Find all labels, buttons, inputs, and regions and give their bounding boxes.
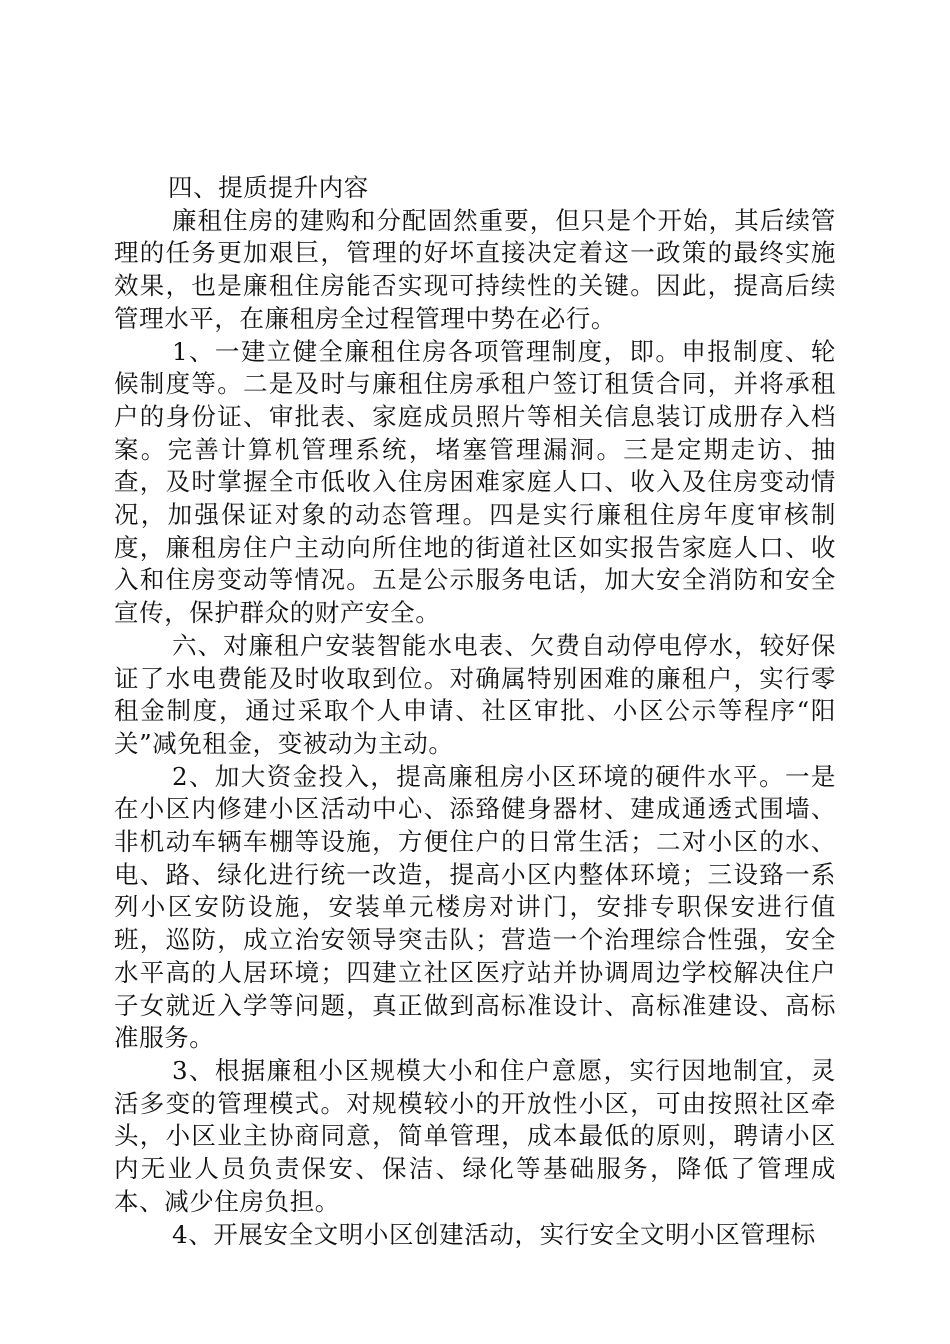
paragraph-item-1: 1、一建立健全廉租住房各项管理制度，即。申报制度、轮候制度等。二是及时与廉租住房承租户签订租赁合同，并将承租户的身份证、审批表、家庭成员照片等相关信息装订成册存入档案。完善计算机管理系统，堵塞管理漏洞。三是定期走访、抽查，及时掌握全市低收入住房困难家庭人口、收入及住房变动情况，加强保证对象的动态管理。四是实行廉租住房年度审核制度，廉租房住户主动向所住地的街道社区如实报告家庭人口、收入和住房变动等情况。五是公示服务电话，加大安全消防和安全宣传，保护群众的财产安全。	[114, 336, 836, 628]
paragraph-item-2: 2、加大资金投入，提高廉租房小区环境的硬件水平。一是在小区内修建小区活动中心、添臵健身器材、建成通透式围墙、非机动车辆车棚等设施，方便住户的日常生活；二对小区的水、电、路、绿化进行统一改造，提高小区内整体环境；三设臵一系列小区安防设施，安装单元楼房对讲门，安排专职保安进行值班，巡防，成立治安领导突击队；营造一个治理综合性强，安全水平高的人居环境；四建立社区医疗站并协调周边学校解决住户子女就近入学等问题，真正做到高标准设计、高标准建设、高标准服务。	[114, 761, 836, 1053]
paragraph-item-3: 3、根据廉租小区规模大小和住户意愿，实行因地制宜，灵活多变的管理模式。对规模较小的开放性小区，可由按照社区牵头，小区业主协商同意，简单管理，成本最低的原则，聘请小区内无业人员负责保安、保洁、绿化等基础服务，降低了管理成本、减少住房负担。	[114, 1055, 836, 1216]
section-heading: 四、提质提升内容	[168, 173, 369, 202]
paragraph-intro: 廉租住房的建购和分配固然重要，但只是个开始，其后续管理的任务更加艰巨，管理的好坏直接决定着这一政策的最终实施效果，也是廉租住房能否实现可持续性的关键。因此，提高后续管理水平，在廉租房全过程管理中势在必行。	[114, 205, 836, 333]
document-body	[114, 172, 836, 1251]
paragraph-item-6: 六、对廉租户安装智能水电表、欠费自动停电停水，较好保证了水电费能及时收取到位。对确属特别困难的廉租户，实行零租金制度，通过采取个人申请、社区审批、小区公示等程序“阳关”减免租金，变被动为主动。	[114, 630, 836, 758]
paragraph-item-4: 4、开展安全文明小区创建活动，实行安全文明小区管理标	[172, 1219, 816, 1249]
